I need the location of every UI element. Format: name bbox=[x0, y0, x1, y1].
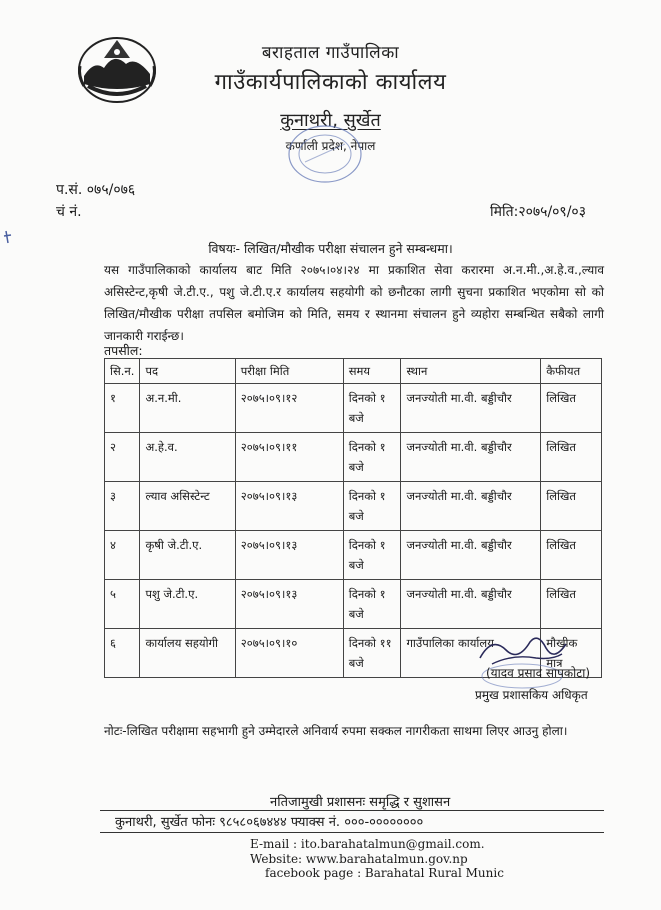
table-cell: दिनको १ बजे bbox=[343, 482, 401, 531]
subject-line: विषयः- लिखित/मौखीक परीक्षा संचालन हुने सम्बन्धमा। bbox=[208, 241, 453, 256]
table-cell: जनज्योती मा.वी. बड्डीचौर bbox=[401, 384, 541, 433]
table-cell: १ bbox=[105, 384, 140, 433]
table-cell: दिनको ११ बजे bbox=[343, 629, 401, 678]
column-header: परीक्षा मिति bbox=[235, 359, 343, 384]
table-cell: लिखित bbox=[541, 580, 602, 629]
table-cell: लिखित bbox=[541, 384, 602, 433]
table-cell: ४ bbox=[105, 531, 140, 580]
table-header-row bbox=[105, 359, 602, 384]
table-cell: मौखीक मात्र bbox=[541, 629, 602, 678]
table-cell: कृषी जे.टी.ए. bbox=[140, 531, 235, 580]
office-stamp-icon bbox=[285, 122, 365, 186]
details-label: तपसील: bbox=[104, 343, 143, 358]
body-paragraph: यस गाउँपालिकाको कार्यालय बाट मिति २०७५।०४।२४ मा प्रकाशित सेवा करारमा अ.न.मी.,अ.हे.व.,ल्याव असिस्टेन्ट,कृषी जे.टी.ए., पशु जे.टी.ए.र कार्यालय सहयोगी को छनौटका लागी सुचना प्रकाशित भएकोमा सो को लिखित/मौखीक परीक्षा तपसिल बमोजिम को मिति, समय र स्थानमा संचालन हुने व्यहोरा सम्बन्धित सबैको लागी जानकारी गराईन्छ। bbox=[104, 263, 604, 343]
table-cell: अ.न.मी. bbox=[140, 384, 235, 433]
table-cell: ल्याव असिस्टेन्ट bbox=[140, 482, 235, 531]
table-cell: २०७५।०९।११ bbox=[235, 433, 343, 482]
footer-divider bbox=[100, 832, 604, 833]
office-province: कर्णाली प्रदेश, नेपाल bbox=[285, 139, 376, 153]
footer-email: E-mail : ito.barahatalmun@gmail.com. bbox=[250, 837, 485, 851]
table-cell: २०७५।०९।१३ bbox=[235, 482, 343, 531]
table-cell: कार्यालय सहयोगी bbox=[140, 629, 235, 678]
table-cell: ६ bbox=[105, 629, 140, 678]
table-row bbox=[105, 580, 602, 629]
footer-address: कुनाथरी, सुर्खेत फोनः ९८५८०६७४४४ फ्याक्स नं. ०००-०००००००० bbox=[115, 815, 424, 830]
table-cell: पशु जे.टी.ए. bbox=[140, 580, 235, 629]
table-cell: गाउँपालिका कार्यालय bbox=[401, 629, 541, 678]
column-header: कैफीयत bbox=[541, 359, 602, 384]
footer-website: Website: www.barahatalmun.gov.np bbox=[250, 852, 468, 866]
table-cell: २०७५।०९।१२ bbox=[235, 384, 343, 433]
table-cell: लिखित bbox=[541, 433, 602, 482]
footer-motto: नतिजामुखी प्रशासनः समृद्धि र सुशासन bbox=[270, 795, 451, 810]
column-header: पद bbox=[140, 359, 235, 384]
table-cell: दिनको १ बजे bbox=[343, 531, 401, 580]
table-cell: २०७५।०९।१३ bbox=[235, 531, 343, 580]
table-row bbox=[105, 384, 602, 433]
signatory-name: (यादव प्रसाद सापकोटा) bbox=[486, 666, 591, 680]
table-cell: जनज्योती मा.वी. बड्डीचौर bbox=[401, 580, 541, 629]
table-cell: ३ bbox=[105, 482, 140, 531]
column-header: स्थान bbox=[401, 359, 541, 384]
table-cell: २ bbox=[105, 433, 140, 482]
column-header: समय bbox=[343, 359, 401, 384]
dispatch-number: चं नं. bbox=[56, 204, 82, 220]
table-row bbox=[105, 482, 602, 531]
table-cell: दिनको १ बजे bbox=[343, 580, 401, 629]
letter-date: मिति:२०७५/०९/०३ bbox=[490, 204, 586, 220]
table-cell: जनज्योती मा.वी. बड्डीचौर bbox=[401, 433, 541, 482]
table-cell: लिखित bbox=[541, 531, 602, 580]
table-cell: लिखित bbox=[541, 482, 602, 531]
note-text: नोटः-लिखित परीक्षामा सहभागी हुने उम्मेदारले अनिवार्य रुपमा सक्कल नागरीकता साथमा लिएर आउनु होला। bbox=[104, 724, 568, 738]
office-location: कुनाथरी, सुर्खेत bbox=[280, 110, 381, 131]
table-cell: २०७५।०९।१० bbox=[235, 629, 343, 678]
table-cell: दिनको १ बजे bbox=[343, 433, 401, 482]
table-cell: अ.हे.व. bbox=[140, 433, 235, 482]
table-cell: जनज्योती मा.वी. बड्डीचौर bbox=[401, 531, 541, 580]
table-row bbox=[105, 531, 602, 580]
footer-facebook: facebook page : Barahatal Rural Munic bbox=[265, 866, 504, 880]
table-cell: जनज्योती मा.वी. बड्डीचौर bbox=[401, 482, 541, 531]
footer-divider bbox=[100, 810, 604, 811]
table-row bbox=[105, 433, 602, 482]
table-cell: दिनको १ बजे bbox=[343, 384, 401, 433]
municipality-name: बराहताल गाउँपालिका bbox=[261, 43, 400, 63]
signatory-title: प्रमुख प्रशासकिय अधिकृत bbox=[475, 688, 588, 702]
letter-number: प.सं. ०७५/०७६ bbox=[56, 182, 136, 198]
column-header: सि.न. bbox=[105, 359, 140, 384]
table-cell: ५ bbox=[105, 580, 140, 629]
office-name: गाउँकार्यपालिकाको कार्यालय bbox=[214, 70, 447, 95]
table-cell: २०७५।०९।१३ bbox=[235, 580, 343, 629]
